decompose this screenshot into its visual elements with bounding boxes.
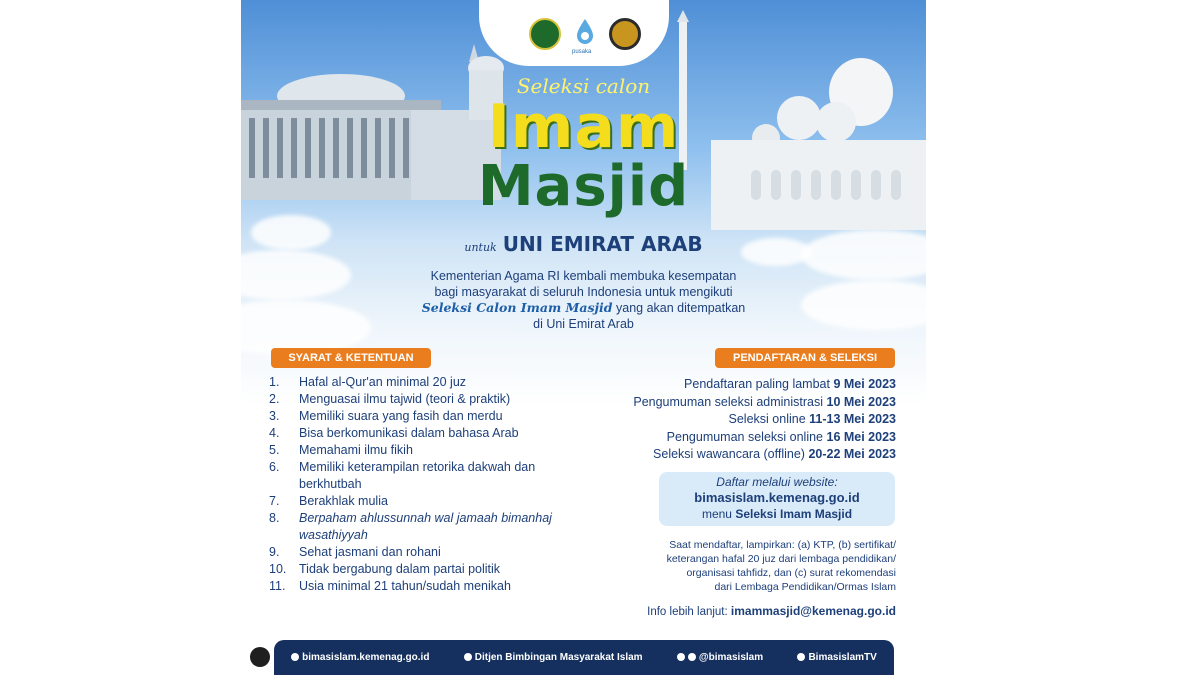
list-item-number: 4. — [269, 426, 280, 440]
list-item-text: Menguasai ilmu tajwid (teori & praktik) — [299, 392, 511, 406]
attachments-line: dari Lembaga Pendidikan/Ormas Islam — [714, 581, 896, 593]
cloud — [241, 250, 351, 300]
schedule-header: PENDAFTARAN & SELEKSI — [715, 348, 895, 368]
info-email[interactable]: imammasjid@kemenag.go.id — [730, 604, 896, 618]
website-url[interactable]: bimasislam.kemenag.go.id — [694, 490, 860, 505]
bimas-logo-icon — [609, 18, 641, 50]
list-item-text: Memiliki keterampilan retorika dakwah dan berkhutbah — [299, 460, 536, 491]
schedule-date: 11-13 Mei 2023 — [809, 412, 896, 426]
website-menu — [659, 506, 895, 522]
list-item — [269, 510, 579, 544]
list-item — [269, 544, 579, 561]
title-imam: Imam — [487, 92, 680, 162]
avatar[interactable] — [250, 647, 270, 667]
footer-directorate — [464, 652, 643, 663]
cloud — [241, 300, 371, 355]
footer-site-text[interactable]: bimasislam.kemenag.go.id — [302, 652, 430, 663]
website-intro: Daftar melalui website: — [716, 475, 838, 489]
list-item-text: Tidak bergabung dalam partai politik — [299, 562, 501, 576]
schedule-date: 10 Mei 2023 — [826, 394, 896, 409]
instagram-icon — [677, 653, 685, 661]
intro-line-rest: yang akan ditempatkan — [612, 301, 746, 315]
list-item-number: 7. — [269, 494, 280, 508]
website-menu-name: Seleksi Imam Masjid — [735, 507, 853, 521]
footer-social — [677, 652, 763, 663]
list-item — [269, 391, 579, 408]
schedule-list — [633, 376, 896, 464]
schedule-row — [633, 429, 896, 447]
list-item — [269, 561, 579, 578]
list-item — [269, 408, 579, 425]
footer-social-text[interactable]: @bimasislam — [698, 652, 764, 663]
list-item-number: 11. — [269, 579, 286, 593]
list-item — [269, 425, 579, 442]
schedule-label: Pendaftaran paling lambat — [684, 377, 834, 391]
twitter-icon — [688, 653, 696, 661]
pusaka-logo-label: pusaka — [572, 49, 592, 55]
intro-line: bagi masyarakat di seluruh Indonesia untuk mengikuti — [434, 285, 733, 299]
attachments-note — [596, 538, 896, 594]
list-item-number: 2. — [269, 392, 280, 406]
logo-bar — [479, 0, 669, 66]
attachments-line: organisasi tahfidz, dan (c) surat rekomendasi — [686, 567, 896, 579]
list-item-number: 5. — [269, 443, 280, 457]
schedule-row — [633, 376, 896, 394]
schedule-row — [633, 446, 896, 464]
title-prefix: untuk — [464, 241, 497, 254]
title-destination — [241, 232, 926, 256]
list-item-number: 1. — [269, 375, 280, 389]
schedule-label: Pengumuman seleksi online — [666, 429, 827, 444]
list-item-number: 10. — [269, 562, 287, 576]
list-item-number: 6. — [269, 460, 280, 474]
intro-line — [361, 300, 806, 316]
requirements-list — [269, 374, 579, 595]
title-subtitle: Seleksi calon — [516, 74, 651, 98]
list-item-text: Bisa berkomunikasi dalam bahasa Arab — [299, 426, 519, 440]
list-item-text: Hafal al-Qur'an minimal 20 juz — [299, 375, 467, 389]
youtube-icon — [797, 653, 805, 661]
info-contact — [647, 604, 896, 618]
list-item — [269, 442, 579, 459]
list-item-number: 3. — [269, 409, 280, 423]
schedule-label: Pengumuman seleksi administrasi — [633, 394, 827, 409]
footer-site — [291, 652, 429, 663]
list-item-number: 8. — [269, 511, 280, 525]
schedule-row — [633, 411, 896, 429]
website-menu-prefix: menu — [701, 507, 736, 521]
intro-line: di Uni Emirat Arab — [533, 317, 634, 331]
cloud — [801, 280, 926, 330]
list-item — [269, 459, 579, 493]
list-item-text: Usia minimal 21 tahun/sudah menikah — [299, 579, 511, 593]
intro-highlight: Seleksi Calon Imam Masjid — [421, 300, 613, 315]
schedule-date: 20-22 Mei 2023 — [808, 447, 896, 461]
list-item — [269, 578, 579, 595]
title-masjid: Masjid — [477, 154, 690, 219]
schedule-row — [633, 394, 896, 412]
schedule-label: Seleksi wawancara (offline) — [653, 447, 809, 461]
schedule-date: 16 Mei 2023 — [826, 429, 896, 444]
title-country: UNI EMIRAT ARAB — [502, 232, 703, 256]
attachments-line: Saat mendaftar, lampirkan: (a) KTP, (b) sertifikat/ — [669, 539, 896, 551]
list-item-text: Berakhlak mulia — [299, 494, 388, 508]
list-item-text: Memiliki suara yang fasih dan merdu — [299, 409, 503, 423]
pusaka-logo-icon — [569, 16, 601, 48]
intro-paragraph — [361, 268, 806, 332]
list-item — [269, 374, 579, 391]
globe-icon — [291, 653, 299, 661]
schedule-label: Seleksi online — [728, 412, 810, 426]
attachments-line: keterangan hafal 20 juz dari lembaga pendidikan/ — [666, 553, 896, 565]
footer-bar — [274, 640, 894, 675]
requirements-header: SYARAT & KETENTUAN — [271, 348, 431, 368]
kemenag-logo-icon — [529, 18, 561, 50]
website-box — [659, 472, 895, 526]
footer-directorate-text[interactable]: Ditjen Bimbingan Masyarakat Islam — [474, 652, 643, 663]
poster — [241, 0, 926, 675]
facebook-icon — [464, 653, 472, 661]
list-item-number: 9. — [269, 545, 280, 559]
list-item-text: Berpaham ahlussunnah wal jamaah bimanhaj wasathiyyah — [299, 511, 552, 542]
list-item-text: Sehat jasmani dan rohani — [299, 545, 441, 559]
schedule-date: 9 Mei 2023 — [833, 377, 896, 391]
info-label: Info lebih lanjut: — [647, 606, 731, 618]
footer-tv-text[interactable]: BimasislamTV — [808, 652, 877, 663]
footer-tv — [797, 652, 876, 663]
intro-line: Kementerian Agama RI kembali membuka kesempatan — [430, 269, 737, 283]
list-item-text: Memahami ilmu fikih — [299, 443, 413, 457]
list-item — [269, 493, 579, 510]
